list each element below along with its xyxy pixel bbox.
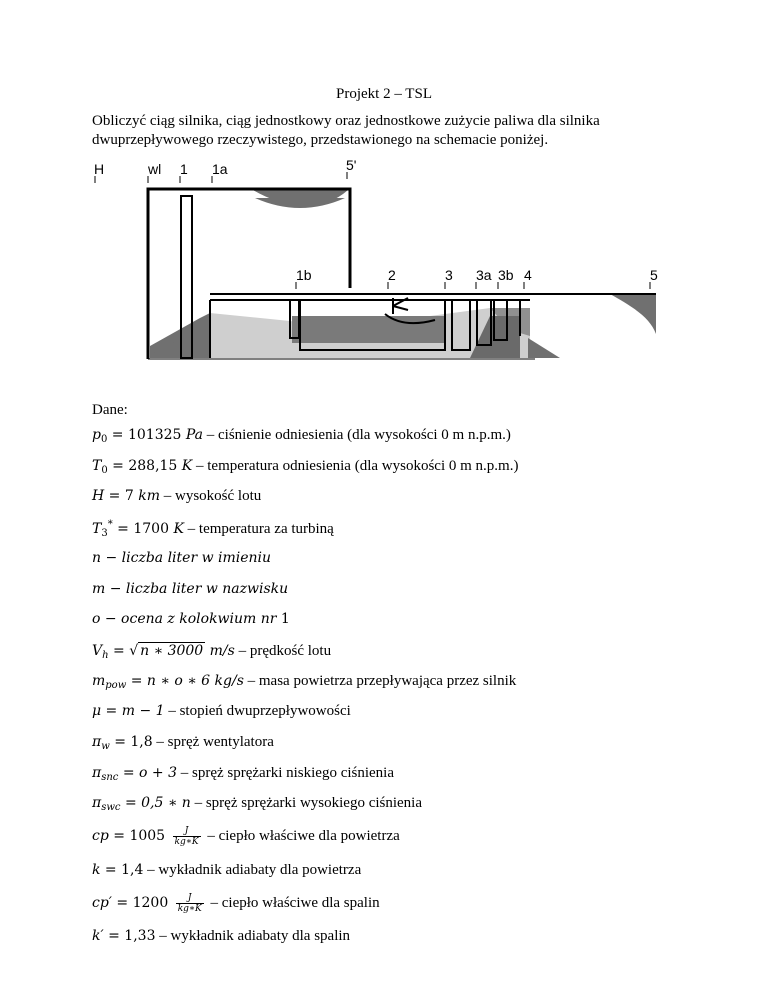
param-pi-w: $\pi_w = 1,8$ – spręż wentylatora (92, 734, 274, 752)
param-m: m − liczba liter w nazwisku (92, 581, 289, 597)
param-n: n − liczba liter w imieniu (92, 550, 272, 566)
param-Vh: $V_h$ = √ n ∗ 3000 m/s – prędkość lotu (92, 643, 332, 661)
station-label-4: 4 (524, 267, 532, 283)
param-T3: $T_3^* = 1700$ K – temperatura za turbiną (92, 519, 334, 539)
param-k: k = 1,4 – wykładnik adiabaty dla powietrza (92, 862, 362, 878)
param-k-prime: k′ = 1,33 – wykładnik adiabaty dla spalin (92, 928, 351, 944)
unit-fraction: $\frac{J}{kg∗K}$ (177, 893, 202, 914)
unit-fraction: $\frac{J}{kg∗K}$ (174, 826, 199, 847)
station-label-5: 5 (650, 267, 658, 283)
param-H: H = 7 km – wysokość lotu (92, 488, 262, 504)
station-label-1: 1 (180, 161, 188, 177)
station-label-3a: 3a (476, 267, 492, 283)
given-data-heading: Dane: (92, 402, 128, 418)
engine-schematic-svg (90, 158, 675, 363)
station-label-5prime: 5' (346, 158, 357, 173)
inner-core-dark-2 (528, 338, 560, 358)
station-label-1b: 1b (296, 267, 312, 283)
station-label-3b: 3b (498, 267, 514, 283)
param-mpow: $m_{pow} = n$ ∗ o ∗ 6 kg/s – masa powietrza przepływająca przez silnik (92, 673, 517, 691)
task-description-line-1: Obliczyć ciąg silnika, ciąg jednostkowy oraz jednostkowe zużycie paliwa dla silnika (92, 113, 600, 129)
param-cp-prime: cp′ = 1200 $\frac{J}{kg∗K}$ – ciepło właściwe dla spalin (92, 893, 380, 914)
param-T0: $T_0 = 288,15$ K – temperatura odniesienia (dla wysokości 0 m n.p.m.) (92, 458, 519, 476)
station-label-wl: wl (148, 161, 162, 177)
station-label-3: 3 (445, 267, 453, 283)
param-pi-snc: $\pi_{snc} = o + 3$ – spręż sprężarki niskiego ciśnienia (92, 765, 395, 783)
injector-3 (393, 306, 408, 310)
param-cp: cp = 1005 $\frac{J}{kg∗K}$ – ciepło właściwe dla powietrza (92, 826, 400, 847)
task-description-line-2: dwuprzepływowego rzeczywistego, przedstawionego na schemacie poniżej. (92, 132, 549, 148)
param-p0: $p_0 = 101325$ Pa – ciśnienie odniesienia (dla wysokości 0 m n.p.m.) (92, 427, 511, 445)
engine-schematic (90, 158, 675, 368)
station-label-2: 2 (388, 267, 396, 283)
task-description (92, 112, 692, 150)
param-pi-swc: $\pi_{swc} = 0,5$ ∗ n – spręż sprężarki wysokiego ciśnienia (92, 795, 423, 813)
station-label-H: H (94, 161, 105, 177)
station-label-1a: 1a (212, 161, 228, 177)
combustor-shading (292, 316, 445, 343)
param-o: o − ocena z kolokwium nr 1 (92, 611, 290, 627)
page-title: Projekt 2 – TSL (336, 86, 432, 102)
param-mu: μ = m − 1 – stopień dwuprzepływowości (92, 703, 351, 719)
exhaust-shading (610, 294, 656, 334)
